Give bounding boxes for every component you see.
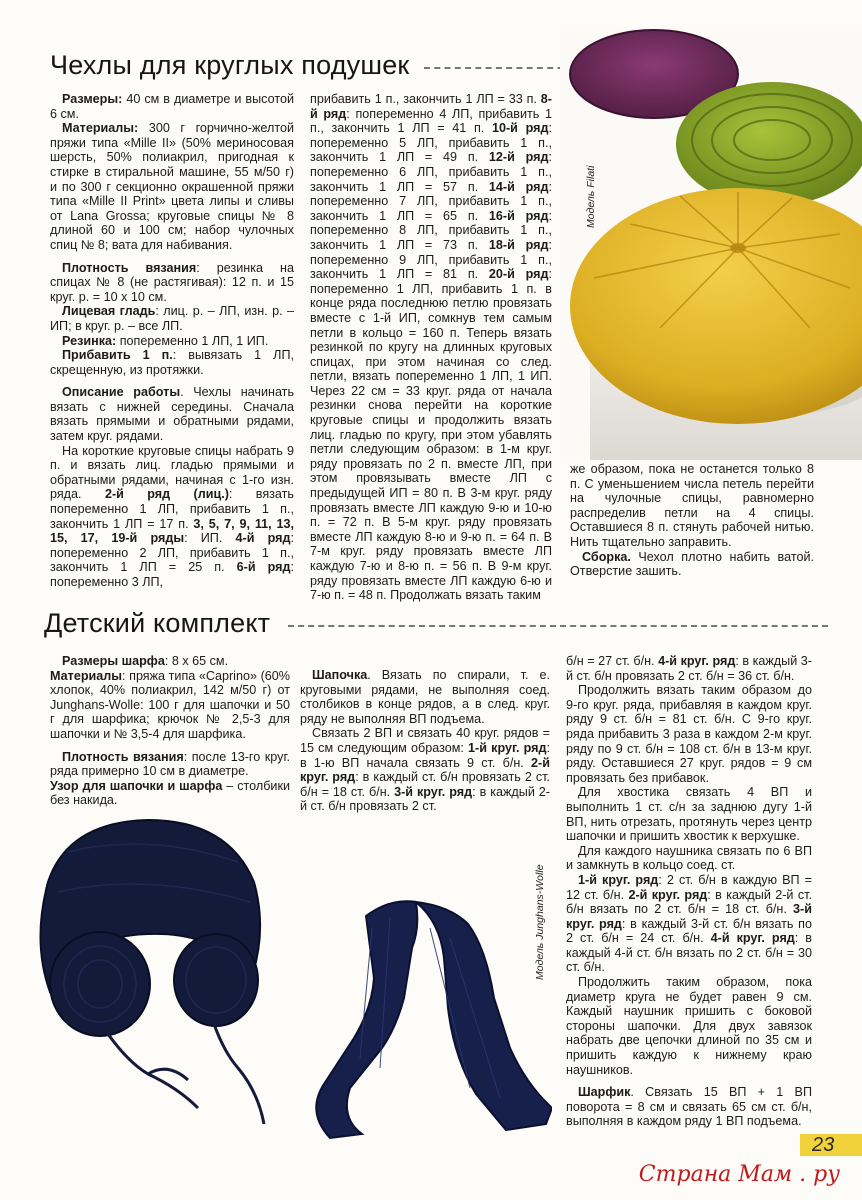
gauge-paragraph: Плотность вязания: резинка на спицах № 8 (не растягивая): 12 п. и 15 круг. р. = 10 х 10 см.: [50, 260, 294, 304]
kids-p2: Для хвостика связать 4 ВП и выполнить 1 ст. с/н за заднюю дугу 1-й ВП, нить отрезать, протянуть через центр шапочки и пришить хвостик к верхушке.: [566, 785, 812, 844]
kids-gauge: Плотность вязания: после 13-го круг. ряда примерно 10 см в диаметре. Узор для шапочки и шарфа – столбики без накида.: [50, 749, 290, 808]
scarf-paragraph: Шарфик. Связать 15 ВП + 1 ВП поворота = 8 см и связать 65 см ст. б/н, выполняя в каждом ряду 1 ВП подъема.: [566, 1085, 812, 1129]
page-number: 23: [800, 1134, 862, 1156]
kids-p3: Для каждого наушника связать по 6 ВП и замкнуть в кольцо соед. ст.: [566, 843, 812, 873]
rib-paragraph: Резинка: попеременно 1 ЛП, 1 ИП.: [62, 333, 269, 348]
kids-column-1: [50, 654, 290, 808]
crochet-hat-photo: [28, 812, 290, 1130]
kids-column-2: [300, 668, 550, 814]
kids-p4: 1-й круг. ряд: 2 ст. б/н в каждую ВП = 12 ст. б/н. 2-й круг. ряд: в каждый 2-й ст. б/н вязать по 2 ст. б/н = 18 ст. б/н. 3-й круг. ряд: в каждый 3-й ст. б/н вязать по 2 ст. б/н = 24 ст. б/н. 4-й круг. ряд: в каждый 4-й ст. б/н вязать по 2 ст. б/н = 30 ст. б/н.: [566, 872, 813, 975]
rows-paragraph: На короткие круговые спицы набрать 9 п. и вязать лиц. гладью прямыми и обратными рядами, начиная с 1-го изн. ряда. 2-й ряд (лиц.): вязать попеременно 1 ЛП, прибавить 1 п., закончить 1 ЛП = 17 п. 3, 5, 7, 9, 11, 13, 15, 17, 19-й ряды: ИП. 4-й ряд: попеременно 2 ЛП, прибавить 1 п., закончить 1 ЛП = 25 п. 6-й ряд: попеременно 3 ЛП,: [50, 443, 295, 589]
kids-p5: Продолжить таким образом, пока диаметр круга не будет равен 9 см. Каждый наушник пришить с боковой стороны шапочки. Для двух завязок набрать две цепочки длиной по 35 см и пришить каждую к нижнему краю наушников.: [566, 975, 812, 1077]
section-title-kids-set: Детский комплект: [44, 608, 271, 638]
finish-paragraph: же образом, пока не останется только 8 п. С уменьшением числа петель перейти на чулочные спицы, равномерно распределив петли на 4 спицы. Оставшиеся 8 п. стянуть рабочей нитью. Нить тщательно заправить.: [570, 462, 814, 549]
hat-rows-paragraph: Связать 2 ВП и связать 40 круг. рядов = 15 см следующим образом: 1-й круг. ряд: в 1-ю ВП начала связать 9 ст. б/н. 2-й круг. ряд: в каждый ст. б/н провязать 2 ст. б/н = 18 ст. б/н. 3-й круг. ряд: в каждый 2-й ст. б/н провязать 2 ст.: [300, 726, 550, 814]
kids-sizes-materials: Размеры шарфа: 8 х 65 см. Материалы: пряжа типа «Caprino» (60% хлопок, 40% полиакрил, 142 м/50 г) от Junghans-Wolle: 100 г для шапочки и 50 г для шарфика; крючок № 2,5-3 для шапочки и № 3,5-4 для шарфика.: [50, 654, 290, 741]
site-watermark: Страна Мам . ру: [638, 1162, 840, 1187]
sizes-paragraph: Размеры: 40 см в диаметре и высотой 6 см.: [50, 92, 294, 121]
green-cushion: [676, 82, 862, 206]
kids-column-3: [566, 654, 812, 1129]
cushions-photo: [560, 28, 862, 460]
crochet-scarf-photo: [300, 888, 552, 1140]
hat-paragraph: Шапочка. Вязать по спирали, т. е. круговыми рядами, не выполняя соед. столбиков в конце рядов, а в след. круг. ряду не выполняя ВП подъема.: [300, 668, 550, 726]
hat-ties: [108, 1024, 264, 1124]
photo-credit-filati: Модель Filati: [585, 165, 597, 228]
photo-credit-junghans: Модель Junghans-Wolle: [534, 864, 546, 980]
cushions-column-3: [570, 462, 814, 579]
section-title-cushions: Чехлы для круглых подушек: [50, 50, 410, 80]
rows-continued: прибавить 1 п., закончить 1 ЛП = 33 п. 8-й ряд: попеременно 4 ЛП, прибавить 1 п., закончить 1 ЛП = 41 п. 10-й ряд: попеременно 5 ЛП, прибавить 1 п., закончить 1 ЛП = 49 п. 12-й ряд: попеременно 6 ЛП, прибавить 1 п., закончить 1 ЛП = 57 п. 14-й ряд: попеременно 7 ЛП, прибавить 1 п., закончить 1 ЛП = 65 п. 16-й ряд: попеременно 8 ЛП, прибавить 1 п., закончить 1 ЛП = 73 п. 18-й ряд: попеременно 9 ЛП, прибавить 1 п., закончить 1 ЛП = 81 п. 20-й ряд: попеременно 1 ЛП, прибавить 1 п. в конце ряда последнюю петлю провязать вместе с 1-й ИП, сомкнув тем самым петли в кольцо = 160 п. Теперь вязать резинкой по кругу на длинных круговых спицах, при этом начиная со след. петли, вязать попеременно 1 ЛП, 1 ИП. Через 22 см = 33 круг. ряда от начала резинки снова перейти на короткие круговые спицы и продолжить вязать лиц. гладью по кругу, при этом убавлять петли следующим образом: в 1-м круг. ряду провязать по 2 п. вместе ЛП, при этом провязывать вместе ЛП с предыдущей ИП = 80 п. В 3-м круг. ряду провязать вместе ЛП каждую 9-ю и 10-ю п. = 72 п. В 5-м круг. ряду провязать вместе ЛП каждую 8-ю и 9-ю п. = 64 п. В 7-м круг. ряду провязать вместе ЛП каждую 7-ю и 8-ю п. = 56 п. В 9-м круг. ряду провязать вместе ЛП каждую 6-ю и 7-ю п. = 48 п. Продолжать вязать таким: [310, 92, 553, 603]
title-divider-2: [288, 625, 828, 627]
cushions-column-2: [310, 92, 552, 603]
cushions-column-1: [50, 92, 294, 590]
work-description-paragraph: Описание работы. Чехлы начинать вязать с нижней середины. Сначала вязать прямыми и обратными рядами, затем круг. рядами.: [50, 385, 295, 444]
hat-rows-continued: б/н = 27 ст. б/н. 4-й круг. ряд: в каждый 3-й ст. б/н провязать 2 ст. б/н = 36 ст. б/н.: [566, 654, 812, 683]
increase-paragraph: Прибавить 1 п.: вывязать 1 ЛП, скрещенную, из протяжки.: [50, 348, 294, 377]
materials-paragraph: Материалы: 300 г горчично-желтой пряжи типа «Mille II» (50% мериносовая шерсть, 50% полиакрил, пригодная к стирке в стиральной машине, 55 м/50 г) и по 300 г секционно окрашенной пряжи типа «Mille II Print» цвета липы и сливы от Lana Grossa; круговые спицы № 8 длиной 60 и 100 см; набор чулочных спиц № 8; вата для набивания.: [50, 121, 294, 252]
kids-p1: Продолжить вязать таким образом до 9-го круг. ряда, прибавляя в каждом круг. ряду 9 ст. б/н = 81 ст. б/н. С 9-го круг. ряда прибавить 3 раза в каждом 2-м круг. ряду по 9 ст. б/н = 108 ст. б/н в 13-м круг. ряду. Оставшиеся 27 круг. рядов = 9 см провязать без прибавок.: [566, 683, 812, 785]
stockinette-paragraph: Лицевая гладь: лиц. р. – ЛП, изн. р. – ИП; в круг. р. – все ЛП.: [50, 304, 294, 333]
assembly-paragraph: Сборка. Чехол плотно набить ватой. Отверстие зашить.: [570, 549, 814, 579]
